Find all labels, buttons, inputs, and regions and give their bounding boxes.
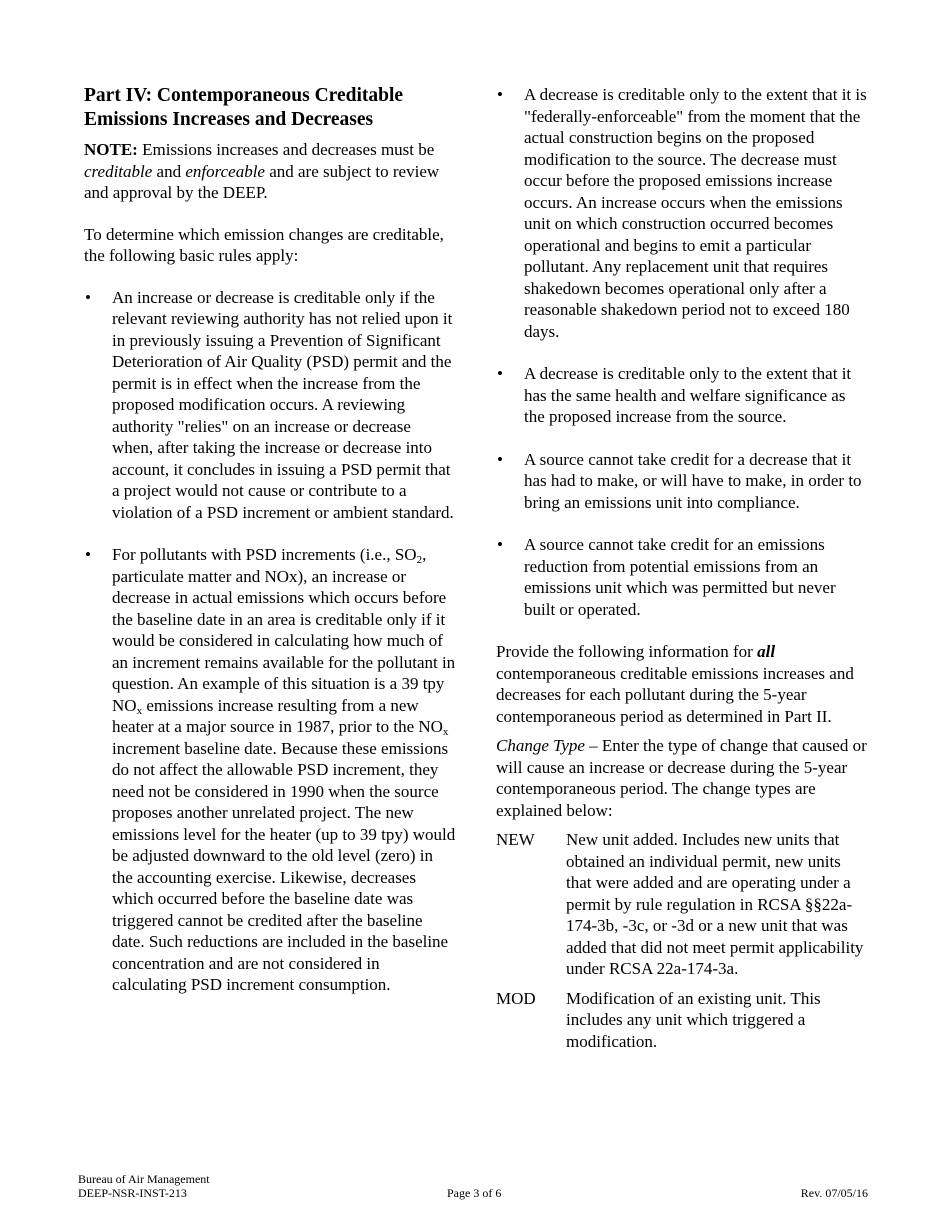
list-item — [496, 534, 868, 620]
change-type-label: Change Type — [496, 736, 585, 755]
bullet-text: An increase or decrease is creditable only if the relevant reviewing authority has not relied upon it in previously issuing a Prevention of Significant Deterioration of Air Quality (PSD) permit and the permit is in effect when the increase from the proposed modification occurs. A reviewing authority "relies" on an increase or decrease when, after taking the increase or decrease into account, it concludes in issuing a PSD permit that a project would not cause or contribute to a violation of a PSD increment or ambient standard. — [112, 287, 454, 522]
left-column — [84, 84, 456, 1017]
list-item — [84, 287, 456, 524]
note-and: and — [152, 161, 186, 181]
definition-term: MOD — [496, 988, 536, 1008]
footer-left — [78, 1172, 210, 1200]
note-creditable: creditable — [84, 161, 153, 181]
definition-description: New unit added. Includes new units that obtained an individual permit, new units that were added and are operating under a permit by rule regulation in RCSA §§22a-174-3b, -3c, or -3d or a new unit that was added that did not meet permit applicability under RCSA 22a-174-3a. — [566, 830, 864, 978]
definition-description: Modification of an existing unit. This includes any unit which triggered a modification. — [566, 988, 821, 1051]
footer-org: Bureau of Air Management — [78, 1172, 210, 1186]
change-type-text: – Enter the type of change that caused or will cause an increase or decrease during the 5-year contemporaneous period. The change types are explained below: — [496, 736, 867, 820]
footer-form-number: DEEP-NSR-INST-213 — [78, 1186, 187, 1200]
bullet-text: A source cannot take credit for an emissions reduction from potential emissions from an emissions unit which was permitted but never built or operated. — [524, 535, 836, 619]
note-enforceable: enforceable — [185, 161, 265, 181]
subscript: 2 — [416, 554, 423, 566]
right-bullet-list — [496, 84, 868, 620]
provide-paragraph — [496, 641, 868, 727]
bullet-text: A decrease is creditable only to the extent that it has the same health and welfare significance as the proposed increase from the source. — [524, 364, 852, 426]
bullet-icon: • — [497, 449, 503, 469]
list-item — [84, 544, 456, 996]
list-item — [496, 449, 868, 514]
footer-revision: Rev. 07/05/16 — [800, 1186, 868, 1200]
note-text: Emissions increases and decreases must be — [137, 140, 435, 159]
subscript: x — [136, 704, 143, 717]
bullet-text — [112, 545, 455, 994]
bullet-icon: • — [85, 545, 91, 564]
change-type-definitions — [496, 829, 868, 1052]
bullet-icon: • — [497, 85, 503, 104]
provide-text: Provide the following information for — [496, 642, 758, 661]
bullet-text-part: emissions increase resulting from a new heater at a major source in 1987, prior to the NO — [112, 695, 443, 736]
note-paragraph — [84, 139, 456, 204]
bullet-icon: • — [497, 535, 503, 554]
footer-page-number: Page 3 of 6 — [447, 1186, 502, 1200]
note-label: NOTE: — [84, 140, 138, 159]
change-type-paragraph — [496, 735, 868, 821]
definition-row — [496, 988, 868, 1053]
note-text-end: and are subject to review and approval by the DEEP. — [84, 161, 440, 202]
intro-paragraph: To determine which emission changes are creditable, the following basic rules apply: — [84, 224, 444, 265]
section-heading: Part IV: Contemporaneous Creditable Emissions Increases and Decreases — [84, 85, 404, 130]
bullet-text-part: For pollutants with PSD increments (i.e., SO — [112, 545, 417, 564]
definition-term: NEW — [496, 830, 535, 849]
provide-emphasis: all — [757, 642, 776, 661]
provide-text-end: contemporaneous creditable emissions increases and decreases for each pollutant during the 5-year contemporaneous period as determined in Part II. — [496, 663, 854, 726]
left-bullet-list — [84, 287, 456, 996]
bullet-text-part: increment baseline date. Because these emissions do not affect the allowable PSD increment, they need not be considered in 1990 when the source proposes another unrelated project. The new emissions level for the heater (up to 39 tpy) would be adjusted downward to the old level (zero) in the accounting exercise. Likewise, decreases which occurred before the baseline date was triggered cannot be credited after the baseline date. Such reductions are included in the baseline concentration and are not considered in calculating PSD increment consumption. — [112, 738, 456, 994]
bullet-text-part: , particulate matter and NOx), an increase or decrease in actual emissions which occurs before the baseline date in an area is creditable only if it would be considered in calculating how much of an increment remains available for the pollutant in question. An example of this situation is a 39 tpy NO — [112, 545, 456, 715]
bullet-icon: • — [497, 364, 503, 383]
bullet-icon: • — [85, 287, 91, 307]
subscript: x — [442, 726, 449, 738]
list-item — [496, 363, 868, 428]
bullet-text: A decrease is creditable only to the extent that it is "federally-enforceable" from the moment that the actual construction begins on the proposed modification to the source. The decrease must occur before the proposed emissions increase occurs. An increase occurs when the emissions unit on which construction occurred becomes operational and begins to emit a particular pollutant. Any replacement unit that requires shakedown becomes operational only after a reasonable shakedown period not to exceed 180 days. — [524, 85, 867, 341]
right-column — [496, 84, 868, 1060]
list-item — [496, 84, 868, 342]
bullet-text: A source cannot take credit for a decrease that it has had to make, or will have to make, in order to bring an emissions unit into compliance. — [524, 449, 862, 512]
definition-row — [496, 829, 868, 980]
